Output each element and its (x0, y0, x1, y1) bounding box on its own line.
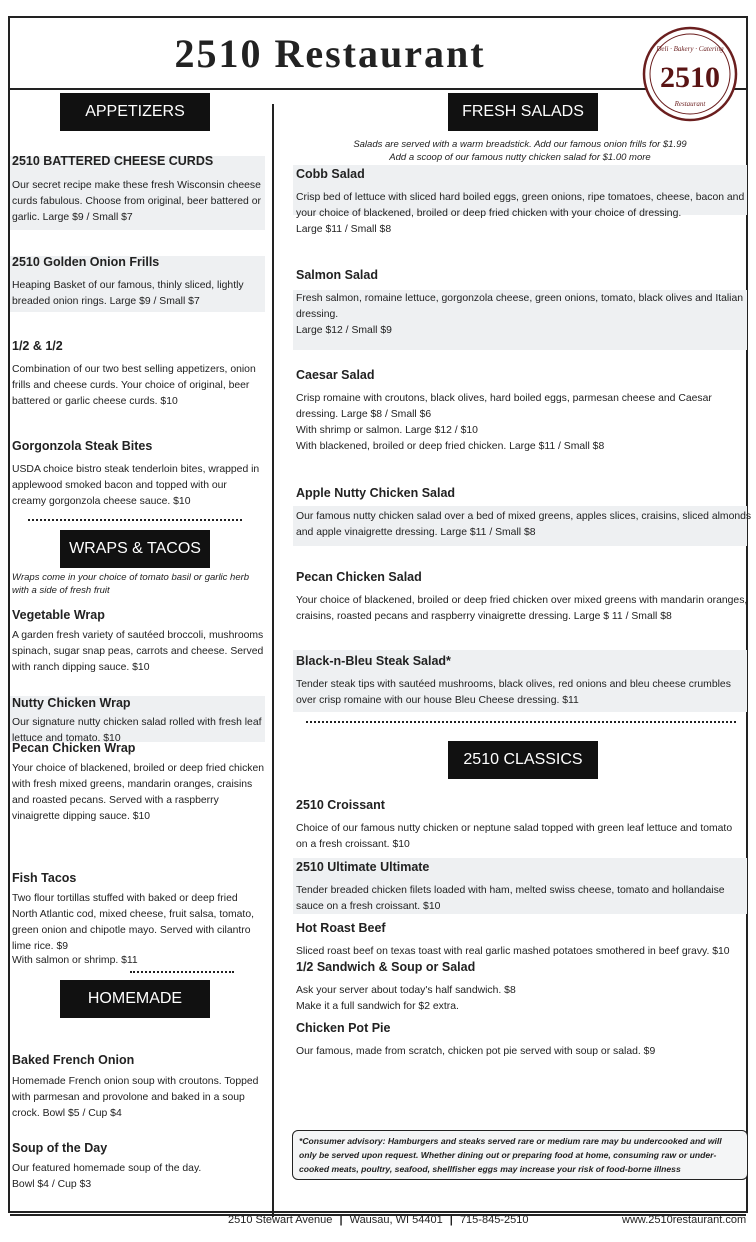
classic-desc: Choice of our famous nutty chicken or neptune salad topped with green leaf lettuce and tomato on a fresh croissant. $10 (296, 823, 733, 850)
salad-name: Cobb Salad (296, 167, 365, 181)
logo-number: 2510 (660, 61, 720, 94)
salad-name: Caesar Salad (296, 368, 375, 382)
classic-desc: Sliced roast beef on texas toast with real garlic mashed potatoes smothered in beef gravy. $10 (296, 946, 730, 957)
logo-bottom-text: Restaurant (674, 100, 706, 108)
classic-name: Hot Roast Beef (296, 921, 386, 935)
classic-name: 2510 Ultimate Ultimate (296, 860, 430, 874)
appetizer-name: 2510 Golden Onion Frills (12, 255, 160, 269)
wrap-desc: Our signature nutty chicken salad rolled with fresh leaf lettuce and tomato. $10 (12, 717, 262, 744)
logo-top-text: Deli · Bakery · Catering (656, 45, 724, 53)
appetizer-name: Gorgonzola Steak Bites (12, 439, 153, 453)
dotted-separator (306, 721, 736, 723)
consumer-advisory: *Consumer advisory: Hamburgers and steaks served rare or medium rare may bu undercooked and will only be served upon request. Whether dining out or preparing food at home, consuming raw or under- cooked meats, poultry, seafood, shellfisher eggs may increase your risk of food-borne illness (292, 1130, 748, 1180)
column-divider (272, 104, 274, 1217)
wrap-desc: Your choice of blackened, broiled or deep fried chicken with fresh mixed greens, mandarin oranges, craisins and roasted pecans. Served with a raspberry vinaigrette dipping sauce. $10 (12, 763, 265, 822)
salad-name: Black-n-Bleu Steak Salad* (296, 654, 451, 668)
classic-desc: Ask your server about today's half sandwich. $8 Make it a full sandwich for $2 extra. (296, 985, 516, 1012)
wraps-note: Wraps come in your choice of tomato basil or garlic herb with a side of fresh fruit (12, 572, 250, 596)
appetizer-name: 2510 BATTERED CHEESE CURDS (12, 154, 214, 168)
dotted-separator (130, 971, 234, 973)
classics-heading: 2510 CLASSICS (448, 741, 598, 779)
dotted-separator (28, 519, 242, 521)
wrap-name: Vegetable Wrap (12, 608, 105, 622)
classic-name: 2510 Croissant (296, 798, 385, 812)
salad-desc: Crisp bed of lettuce with sliced hard boiled eggs, green onions, ripe tomatoes, cheese, bacon and your choice of blackened, broiled or deep fried chicken with your choice of dressing. Large $11 / Small $8 (296, 192, 745, 235)
salads-heading: FRESH SALADS (448, 93, 598, 131)
salad-name: Salmon Salad (296, 268, 378, 282)
wrap-name: Fish Tacos (12, 871, 77, 885)
appetizers-heading: APPETIZERS (60, 93, 210, 131)
footer-website[interactable]: www.2510restaurant.com (622, 1214, 747, 1226)
salad-name: Pecan Chicken Salad (296, 570, 422, 584)
soup-desc: Our featured homemade soup of the day. Bowl $4 / Cup $3 (12, 1163, 202, 1190)
appetizer-desc: USDA choice bistro steak tenderloin bites, wrapped in applewood smoked bacon and topped with our creamy gorgonzola cheese sauce. $10 (12, 464, 260, 507)
salad-desc: Our famous nutty chicken salad over a bed of mixed greens, apples slices, craisins, sliced almonds and apple vinaigrette dressing. Large $11 / Small $8 (296, 511, 752, 538)
appetizer-desc: Our secret recipe make these fresh Wisconsin cheese curds fabulous. Choose from original, beer battered or garlic. Large $9 / Small $7 (12, 180, 261, 223)
title-divider (10, 88, 746, 90)
soup-name: Soup of the Day (12, 1141, 108, 1155)
wrap-desc: A garden fresh variety of sautéed broccoli, mushrooms spinach, sugar snap peas, carrots and cheese. Served with ranch dipping sauce. $10 (12, 630, 264, 673)
wrap-extra: With salmon or shrimp. $11 (12, 955, 138, 966)
wrap-desc: Two flour tortillas stuffed with baked or deep fried North Atlantic cod, mixed cheese, fruit salsa, tomato, green onion and chipotle mayo. Served with cilantro lime rice. $9 (12, 893, 254, 952)
restaurant-logo (640, 24, 740, 124)
salads-note: Salads are served with a warm breadstick. Add our famous onion frills for $1.99 Add a scoop of our famous nutty chicken salad for $1.00 more (353, 139, 687, 163)
wrap-name: Pecan Chicken Wrap (12, 741, 136, 755)
wraps-heading: WRAPS & TACOS (60, 530, 210, 568)
classic-name: Chicken Pot Pie (296, 1021, 391, 1035)
salad-name: Apple Nutty Chicken Salad (296, 486, 456, 500)
restaurant-title: 2510 Restaurant (174, 31, 486, 76)
wrap-name: Nutty Chicken Wrap (12, 696, 131, 710)
classic-desc: Our famous, made from scratch, chicken pot pie served with soup or salad. $9 (296, 1046, 656, 1057)
classic-name: 1/2 Sandwich & Soup or Salad (296, 960, 476, 974)
appetizer-name: 1/2 & 1/2 (12, 339, 63, 353)
salad-desc: Tender steak tips with sautéed mushrooms, black olives, red onions and bleu cheese crumbles over crisp romaine with our house Bleu Cheese dressing. $11 (296, 679, 731, 706)
soup-desc: Homemade French onion soup with croutons. Topped with parmesan and provolone and baked in a soup crock. Bowl $5 / Cup $4 (12, 1076, 259, 1119)
footer-address: 2510 Stewart Avenue | Wausau, WI 54401 | 715-845-2510 (228, 1214, 529, 1226)
soup-name: Baked French Onion (12, 1053, 135, 1067)
soups-heading: HOMEMADE SOUPS (60, 980, 210, 1018)
appetizer-desc: Combination of our two best selling appetizers, onion frills and cheese curds. Your choice of original, beer battered or garlic cheese curds. $10 (12, 364, 256, 407)
salad-desc: Fresh salmon, romaine lettuce, gorgonzola cheese, green onions, tomato, black olives and Italian dressing. Large $12 / Small $9 (296, 293, 744, 336)
appetizer-desc: Heaping Basket of our famous, thinly sliced, lightly breaded onion rings. Large $9 / Small $7 (12, 280, 244, 307)
salad-desc: Crisp romaine with croutons, black olives, hard boiled eggs, parmesan cheese and Caesar dressing. Large $8 / Small $6 With shrimp or salmon. Large $12 / $10 With blackened, broiled or deep fried chicken. Large $11 / Small $8 (296, 393, 712, 452)
salad-desc: Your choice of blackened, broiled or deep fried chicken over mixed greens with mandarin oranges, craisins, roasted pecans and raspberry vinaigrette dressing. Large $ 11 / Small $8 (296, 595, 748, 622)
classic-desc: Tender breaded chicken filets loaded with ham, melted swiss cheese, tomato and hollandaise sauce on a fresh croissant. $10 (296, 885, 725, 912)
